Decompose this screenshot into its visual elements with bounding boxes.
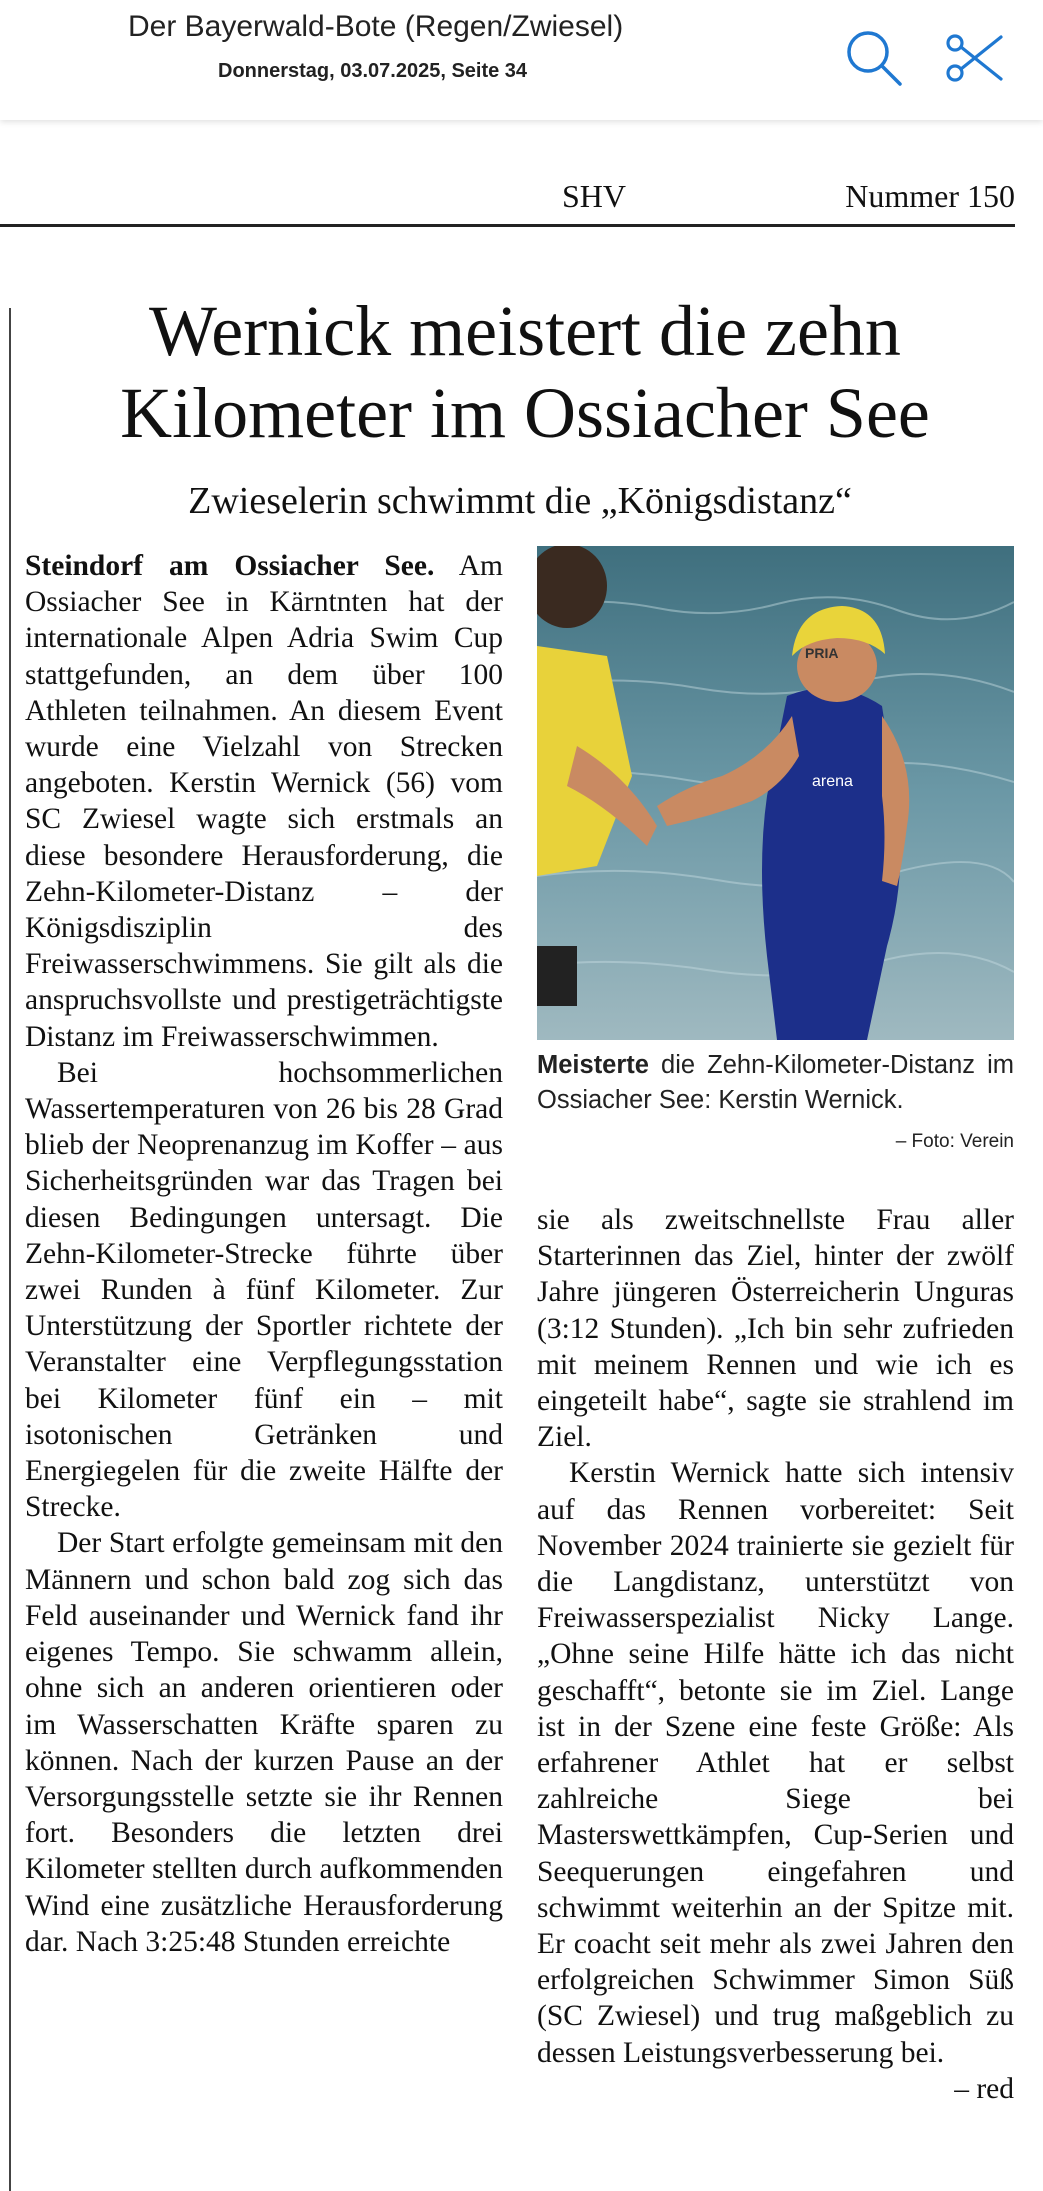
suit-brand: arena — [812, 773, 853, 790]
caption-lead: Meisterte — [537, 1051, 649, 1079]
author-signature: – red — [954, 2072, 1014, 2105]
paragraph-2: Bei hochsommerlichen Wassertemperaturen von 26 bis 28 Grad blieb der Neoprenanzug im Koffer – aus Sicherheitsgründen war das Tragen bei diesen Bedingungen untersagt. Die Zehn-Kilometer-Strecke führte über zwei Runden à fünf Kilometer. Zur Unterstützung der Sportler richtete der Veranstalter eine Verpflegungsstation bei Kilometer fünf ein – mit isotonischen Getränken und Energiegelen für die zweite Hälfte der Strecke. — [25, 1056, 503, 1524]
column-border — [9, 308, 11, 2191]
section-label: SHV — [562, 178, 627, 214]
paragraph-5 — [537, 1455, 1014, 2105]
scissors-icon — [943, 27, 1005, 89]
article-subheadline: Zwieselerin schwimmt die „Königsdistanz“ — [188, 480, 852, 522]
dateline: Steindorf am Ossiacher See. — [25, 550, 435, 582]
headline-line-2: Kilometer im Ossiacher See — [120, 373, 930, 453]
paragraph-4: sie als zweitschnellste Frau aller Starterinnen das Ziel, hinter der zwölf Jahre jüngeren Österreicherin Unguras (3:12 Stunden). „Ich bin sehr zufrieden mit meinem Rennen und wie ich es eingeteilt habe“, sagte sie strahlend im Ziel. — [537, 1204, 1014, 1454]
app-header — [0, 0, 1043, 120]
photo-credit: – Foto: Verein — [895, 1131, 1014, 1152]
issue-date-page: Donnerstag, 03.07.2025, Seite 34 — [218, 60, 528, 82]
search-icon — [843, 27, 905, 89]
header-rule — [0, 224, 1015, 227]
article-column-right — [537, 1202, 1014, 2107]
article-photo — [537, 546, 1014, 1040]
article-column-left — [25, 548, 503, 1960]
article-headline — [30, 290, 1020, 454]
cap-text: PRIA — [805, 645, 839, 661]
paragraph-1-text: Am Ossiacher See in Kärntnten hat der internationale Alpen Adria Swim Cup stattgefunden, an dem über 100 Athleten teilnahmen. An diesem Event wurde eine Vielzahl von Strecken angeboten. Kerstin Wernick (56) vom SC Zwiesel wagte sich erstmals an diese besondere Herausforderung, die Zehn-Kilometer-Distanz – der Königsdisziplin des Freiwasserschwimmens. Sie gilt als die anspruchsvollste und prestigeträchtigste Distanz im Freiwasserschwimmen. — [25, 550, 503, 1053]
search-button[interactable] — [842, 26, 906, 90]
headline-line-1: Wernick meistert die zehn — [149, 291, 901, 371]
photo-caption — [537, 1048, 1014, 1159]
publication-title: Der Bayerwald-Bote (Regen/Zwiesel) — [128, 10, 624, 43]
caption-text: die Zehn-Kilometer-Distanz im Ossiacher See: Kerstin Wernick. — [537, 1051, 1014, 1114]
clip-article-button[interactable] — [942, 26, 1006, 90]
paragraph-5-text: Kerstin Wernick hatte sich intensiv auf das Rennen vorbereitet: Seit November 2024 trainierte sie gezielt für die Langdistanz, unterstützt von Freiwasserspezialist Nicky Lange. „Ohne seine Hilfe hätte ich das nicht geschafft“, betonte sie im Ziel. Lange ist in der Szene eine feste Größe: Als erfahrener Athlet hat er selbst zahlreiche Siege bei Masterswettkämpfen, Cup-Serien und Seequerungen eingefahren und schwimmt weiterhin an der Spitze mit. Er coacht seit mehr als zwei Jahren den erfolgreichen Schwimmer Simon Süß (SC Zwiesel) und trug maßgeblich zu dessen Leistungsverbesserung bei. — [537, 1457, 1014, 2069]
issue-number: Nummer 150 — [845, 178, 1015, 214]
paragraph-3: Der Start erfolgte gemeinsam mit den Männern und schon bald zog sich das Feld auseinander und Wernick fand ihr eigenes Tempo. Sie schwamm allein, ohne sich an anderen orientieren oder im Wasserschatten Kräfte sparen zu können. Nach der kurzen Pause an der Versorgungsstelle setzte sie ihr Rennen fort. Besonders die letzten drei Kilometer stellten durch aufkommenden Wind eine zusätzliche Herausforderung dar. Nach 3:25:48 Stunden erreichte — [25, 1527, 503, 1958]
paragraph-1 — [25, 548, 503, 1055]
